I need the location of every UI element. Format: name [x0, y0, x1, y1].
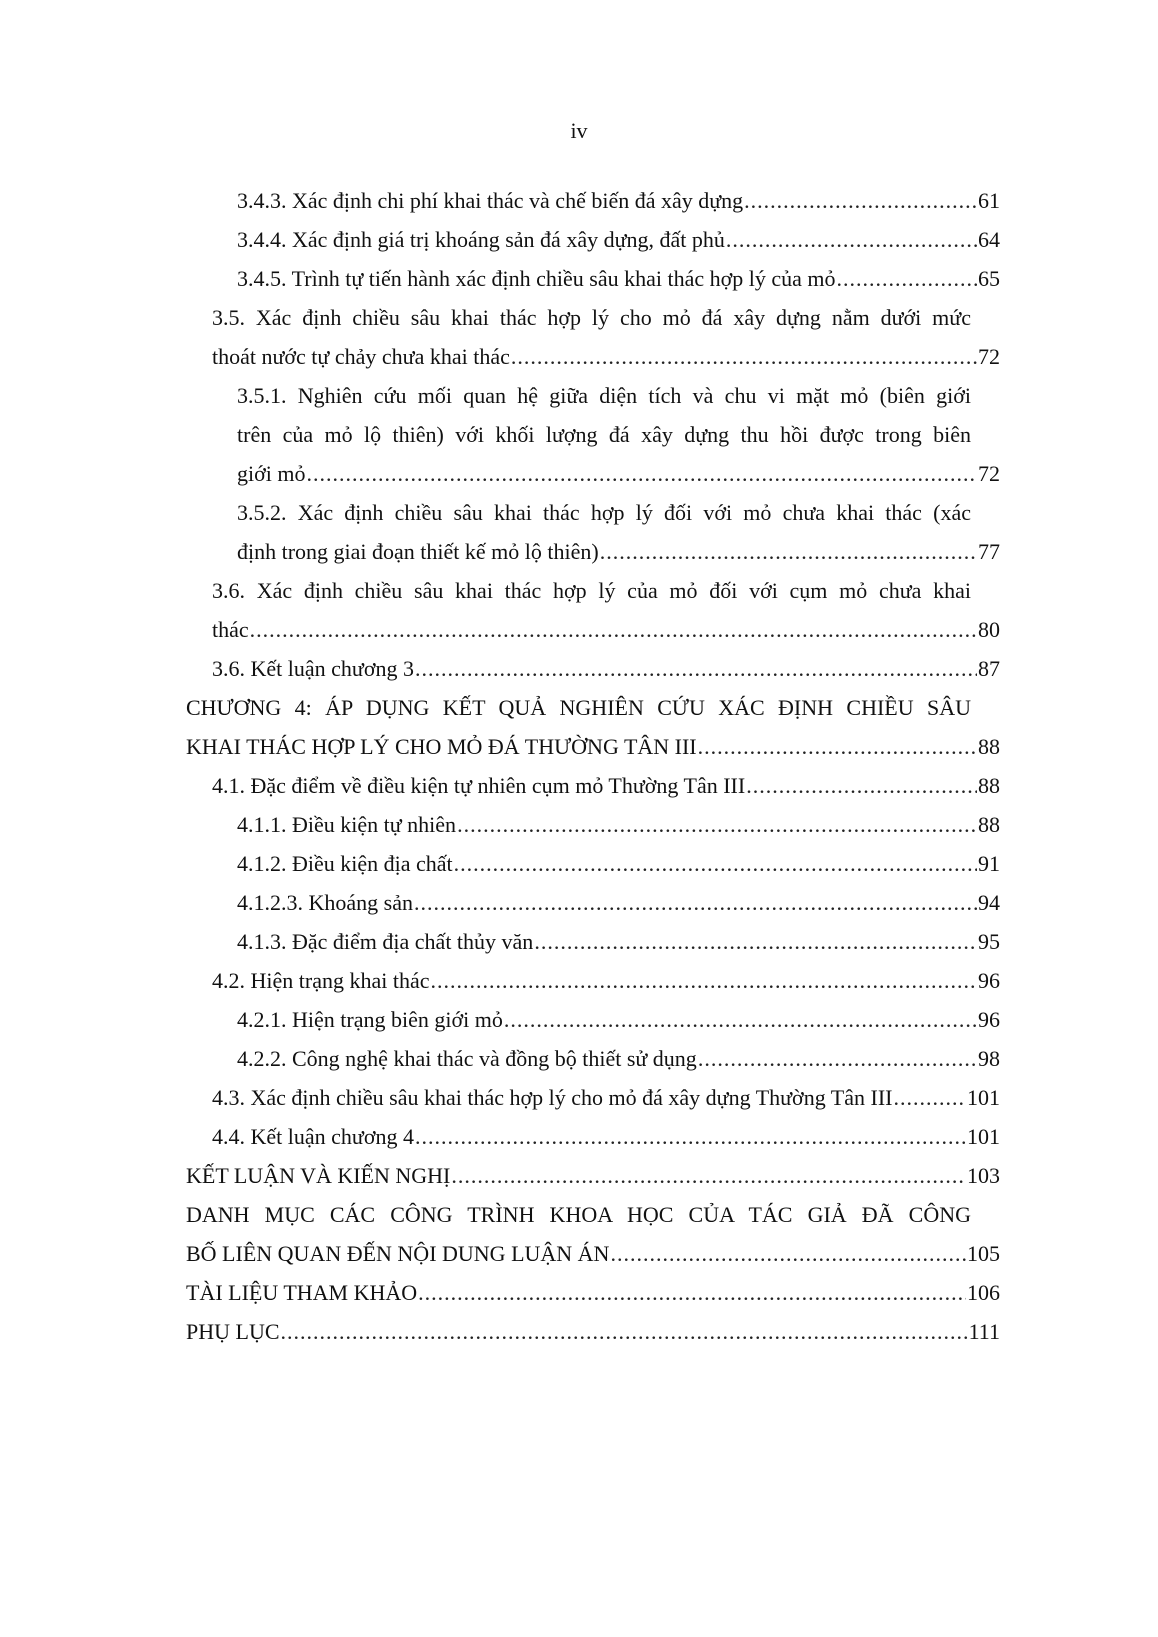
toc-entry-3-6-line1[interactable]: 3.6. Xác định chiều sâu khai thác hợp lý của mỏ đối với cụm mỏ chưa khai — [212, 578, 971, 603]
toc-entry-references[interactable] — [186, 1273, 1000, 1312]
toc-entry-page: 105 — [967, 1241, 1000, 1266]
toc-entry-4-3[interactable] — [212, 1078, 1000, 1117]
toc-entry-label: 4.1.2. Điều kiện địa chất — [237, 851, 453, 876]
toc-entry-label: BỐ LIÊN QUAN ĐẾN NỘI DUNG LUẬN ÁN — [186, 1241, 610, 1266]
toc-entry-4-4[interactable] — [212, 1117, 1000, 1156]
toc-entry-label: 4.2.2. Công nghệ khai thác và đồng bộ thiết sử dụng — [237, 1046, 697, 1071]
toc-entry-label: 4.2. Hiện trạng khai thác — [212, 968, 430, 993]
toc-entry-page: 80 — [978, 617, 1000, 642]
toc-entry-label: thác — [212, 617, 249, 642]
toc-entry-4-1-2[interactable] — [237, 844, 1000, 883]
toc-entry-3-5-2-line1[interactable]: 3.5.2. Xác định chiều sâu khai thác hợp lý đối với mỏ chưa khai thác (xác — [237, 500, 971, 525]
toc-entry-3-5-line1[interactable]: 3.5. Xác định chiều sâu khai thác hợp lý cho mỏ đá xây dựng nằm dưới mức — [212, 305, 971, 330]
toc-entry-label: 4.1.2.3. Khoáng sản — [237, 890, 413, 915]
toc-entry-page: 94 — [978, 890, 1000, 915]
toc-entry-page: 111 — [968, 1319, 1000, 1344]
toc-entry-4-1-1[interactable] — [237, 805, 1000, 844]
toc-entry-4-2-1[interactable] — [237, 1000, 1000, 1039]
toc-entry-page: 65 — [978, 266, 1000, 291]
toc-entry-chapter-4[interactable] — [186, 727, 1000, 766]
toc-entry-label: giới mỏ — [237, 461, 306, 486]
toc-entry-label: 4.1.3. Đặc điểm địa chất thủy văn — [237, 929, 534, 954]
toc-entry-page: 96 — [978, 968, 1000, 993]
toc-entry-conclusion[interactable] — [186, 1156, 1000, 1195]
toc-entry-3-5-1[interactable] — [237, 454, 1000, 493]
toc-entry-page: 101 — [967, 1085, 1000, 1110]
toc-entry-label: 4.4. Kết luận chương 4 — [212, 1124, 414, 1149]
toc-entry-3-4-5[interactable] — [237, 259, 1000, 298]
toc-entry-publications-line1[interactable]: DANH MỤC CÁC CÔNG TRÌNH KHOA HỌC CỦA TÁC GIẢ ĐÃ CÔNG — [186, 1202, 971, 1227]
toc-entry-3-6[interactable] — [212, 610, 1000, 649]
toc-entry-label: 4.2.1. Hiện trạng biên giới mỏ — [237, 1007, 503, 1032]
toc-entry-page: 88 — [978, 734, 1000, 759]
toc-entry-page: 72 — [978, 461, 1000, 486]
toc-entry-label: KẾT LUẬN VÀ KIẾN NGHỊ — [186, 1163, 451, 1188]
toc-entry-page: 88 — [978, 812, 1000, 837]
toc-entry-4-1-3[interactable] — [237, 922, 1000, 961]
toc-entry-3-5-1-line1[interactable]: 3.5.1. Nghiên cứu mối quan hệ giữa diện tích và chu vi mặt mỏ (biên giới — [237, 383, 971, 408]
toc-entry-label: 3.4.3. Xác định chi phí khai thác và chế biến đá xây dựng — [237, 188, 744, 213]
toc-entry-4-2-2[interactable] — [237, 1039, 1000, 1078]
toc-entry-page: 95 — [978, 929, 1000, 954]
toc-entry-page: 101 — [967, 1124, 1000, 1149]
toc-entry-label: KHAI THÁC HỢP LÝ CHO MỎ ĐÁ THƯỜNG TÂN III — [186, 734, 697, 759]
toc-entry-3-5[interactable] — [212, 337, 1000, 376]
toc-entry-page: 87 — [978, 656, 1000, 681]
toc-entry-page: 103 — [967, 1163, 1000, 1188]
toc-entry-page: 64 — [978, 227, 1000, 252]
toc-entry-4-1-2-3[interactable] — [237, 883, 1000, 922]
toc-entry-4-2[interactable] — [212, 961, 1000, 1000]
toc-entry-page: 77 — [978, 539, 1000, 564]
toc-entry-label: PHỤ LỤC — [186, 1319, 280, 1344]
toc-entry-publications[interactable] — [186, 1234, 1000, 1273]
toc-entry-label: TÀI LIỆU THAM KHẢO — [186, 1280, 418, 1305]
toc-entry-3-5-1-line2[interactable]: trên của mỏ lộ thiên) với khối lượng đá xây dựng thu hồi được trong biên — [237, 422, 971, 447]
toc-entry-4-1[interactable] — [212, 766, 1000, 805]
toc-entry-label: thoát nước tự chảy chưa khai thác — [212, 344, 510, 369]
toc-entry-page: 72 — [978, 344, 1000, 369]
toc-entry-3-4-3[interactable] — [237, 181, 1000, 220]
toc-entry-3-4-4[interactable] — [237, 220, 1000, 259]
toc-entry-page: 91 — [978, 851, 1000, 876]
toc-entry-3-5-2[interactable] — [237, 532, 1000, 571]
toc-entry-appendix[interactable] — [186, 1312, 1000, 1351]
toc-entry-chapter-4-line1[interactable]: CHƯƠNG 4: ÁP DỤNG KẾT QUẢ NGHIÊN CỨU XÁC ĐỊNH CHIỀU SÂU — [186, 695, 971, 720]
toc-entry-label: 4.1. Đặc điểm về điều kiện tự nhiên cụm mỏ Thường Tân III — [212, 773, 746, 798]
toc-entry-3-6-conclusion[interactable] — [212, 649, 1000, 688]
page-number: iv — [570, 118, 588, 143]
toc-entry-label: 4.1.1. Điều kiện tự nhiên — [237, 812, 457, 837]
toc-entry-page: 106 — [967, 1280, 1000, 1305]
toc-entry-page: 88 — [978, 773, 1000, 798]
toc-entry-page: 61 — [978, 188, 1000, 213]
toc-entry-page: 96 — [978, 1007, 1000, 1032]
toc-entry-label: 3.6. Kết luận chương 3 — [212, 656, 414, 681]
toc-entry-label: 3.4.4. Xác định giá trị khoáng sản đá xây dựng, đất phủ — [237, 227, 725, 252]
toc-entry-label: định trong giai đoạn thiết kế mỏ lộ thiên) — [237, 539, 599, 564]
toc-entry-label: 3.4.5. Trình tự tiến hành xác định chiều sâu khai thác hợp lý của mỏ — [237, 266, 836, 291]
toc-entry-page: 98 — [978, 1046, 1000, 1071]
toc-entry-label: 4.3. Xác định chiều sâu khai thác hợp lý cho mỏ đá xây dựng Thường Tân III — [212, 1085, 893, 1110]
